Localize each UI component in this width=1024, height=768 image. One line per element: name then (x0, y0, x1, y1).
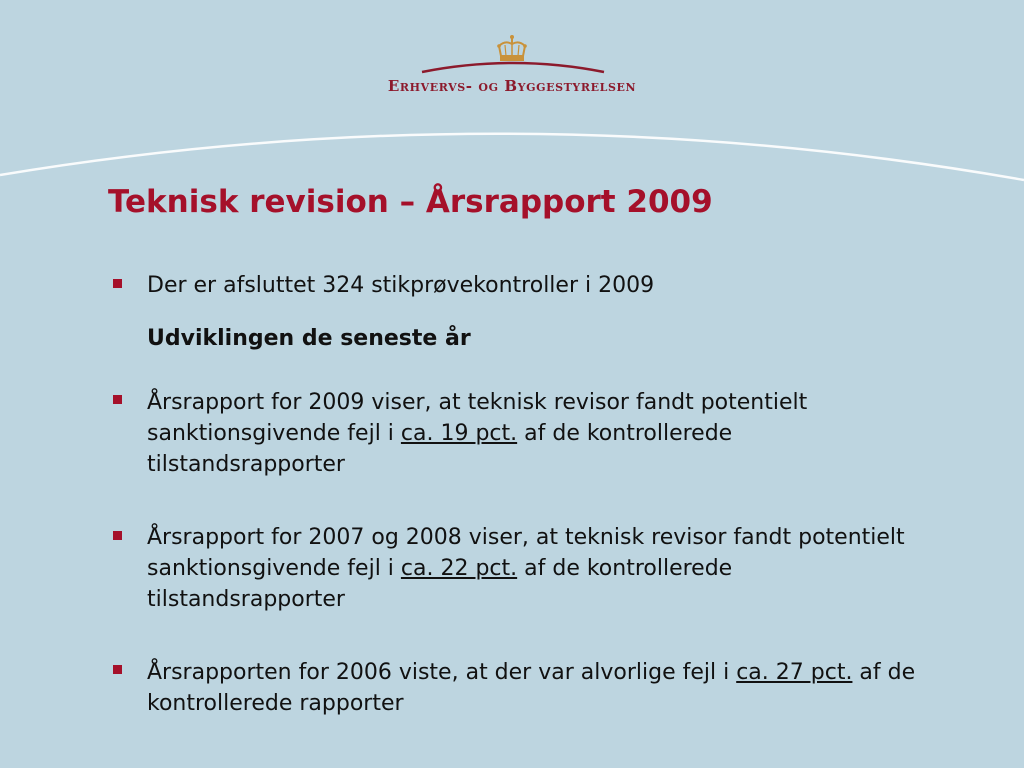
logo (340, 34, 684, 104)
bullet-text-part: Årsrapport for 2007 og 2008 viser, at teknisk revisor fandt potentielt sanktionsgivende fejl i (147, 525, 905, 581)
bullet-text-2009 (147, 387, 927, 480)
bullet-text-part: Årsrapport for 2009 viser, at teknisk revisor fandt potentielt sanktionsgivende fejl i (147, 390, 808, 446)
logo-swoosh (420, 58, 606, 74)
bullet-text-2006 (147, 657, 927, 719)
intro-bullet-text: Der er afsluttet 324 stikprøvekontroller i 2009 (147, 273, 655, 298)
highlighted-percentage: ca. 27 pct. (736, 660, 853, 685)
square-bullet-icon (113, 279, 122, 288)
bullet-text-part: af de kontrollerede rapporter (147, 660, 916, 716)
subheading: Udviklingen de seneste år (147, 326, 471, 351)
bullet-text-part: af de kontrollerede tilstandsrapporter (147, 421, 733, 477)
highlighted-percentage: ca. 19 pct. (400, 421, 518, 446)
highlighted-percentage: ca. 22 pct. (400, 556, 518, 581)
bullet-text-part: Årsrapporten for 2006 viste, at der var alvorlige fejl i (147, 660, 737, 685)
square-bullet-icon (113, 531, 122, 540)
square-bullet-icon (113, 665, 122, 674)
organization-name: Erhvervs- og Byggestyrelsen (387, 77, 637, 95)
square-bullet-icon (113, 395, 122, 404)
bullet-text-2007-2008 (147, 522, 927, 615)
slide-title: Teknisk revision – Årsrapport 2009 (108, 184, 713, 220)
bullet-text-part: af de kontrollerede tilstandsrapporter (147, 556, 733, 612)
